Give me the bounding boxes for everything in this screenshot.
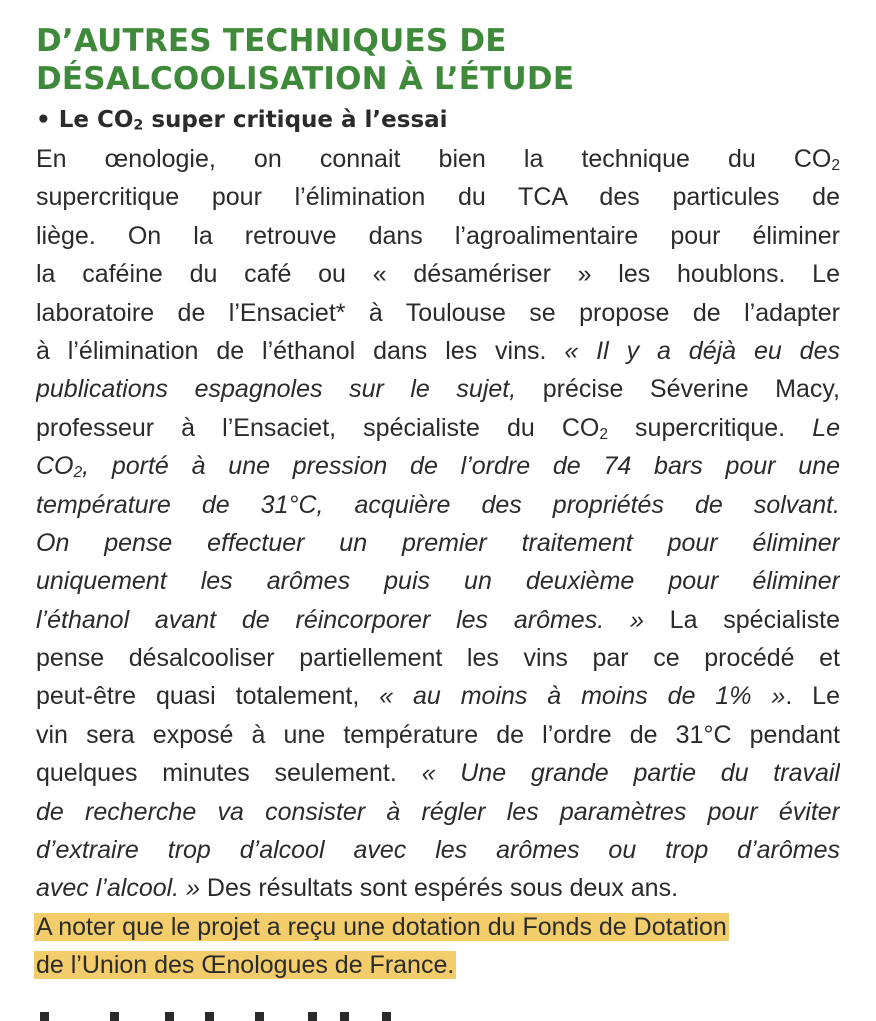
subheading-subscript: 2 [133,117,144,134]
body-line: avec l’alcool. » Des résultats sont espérés sous deux ans. [36,874,679,903]
body-line: supercritique pour l’élimination du TCA des particules de [36,183,840,212]
body-line: vin sera exposé à une température de l’ordre de 31°C pendant [36,720,840,749]
body-line: d’extraire trop d’alcool avec les arômes ou trop d’arômes [36,836,840,865]
body-line: la caféine du café ou « désamériser » les houblons. Le [36,260,840,289]
body-line: pense désalcooliser partiellement les vins par ce procédé et [36,644,840,673]
heading-line-1: D’AUTRES TECHNIQUES DE [36,23,507,59]
subheading [36,103,448,137]
body-line: En œnologie, on connait bien la technique du $CO_2$ [36,145,840,174]
body-line: publications espagnoles sur le sujet, précise Séverine Macy, [36,375,840,404]
subheading-text-after: super critique à l’essai [143,107,448,133]
body-line: à l’élimination de l’éthanol dans les vins. « Il y a déjà eu des [36,336,840,365]
body-line: peut-être quasi totalement, « au moins à moins de 1% ». Le [36,682,840,711]
body-line: professeur à l’Ensaciet, spécialiste du $CO_2$ supercritique. Le [36,413,840,443]
cropped-next-heading [40,1008,400,1020]
body-line: On pense effectuer un premier traitement pour éliminer [36,528,840,557]
heading-line-2: DÉSALCOOLISATION À L’ÉTUDE [36,61,575,97]
highlight-note-2: de l’Union des Œnologues de France. [36,951,455,980]
body-line: quelques minutes seulement. « Une grande partie du travail [36,759,840,788]
bullet: • [36,107,51,133]
body-line: laboratoire de l’Ensaciet* à Toulouse se propose de l’adapter [36,298,840,327]
body-line: liège. On la retrouve dans l’agroalimentaire pour éliminer [36,221,840,250]
body-line: de recherche va consister à régler les paramètres pour éviter [36,797,840,826]
body-line: température de 31°C, acquière des propriétés de solvant. [36,490,840,519]
body-line: uniquement les arômes puis un deuxième pour éliminer [36,567,840,596]
body-line: l’éthanol avant de réincorporer les arômes. » La spécialiste [36,605,840,634]
highlighted-line [36,946,840,984]
article-body [36,140,840,985]
section-heading [36,22,856,98]
body-line: $CO_2$, porté à une pression de l’ordre de 74 bars pour une [36,452,840,481]
subheading-text-before: Le CO [58,107,134,133]
highlighted-line [36,908,840,946]
highlight-note-1: A noter que le projet a reçu une dotation du Fonds de Dotation [36,912,727,941]
